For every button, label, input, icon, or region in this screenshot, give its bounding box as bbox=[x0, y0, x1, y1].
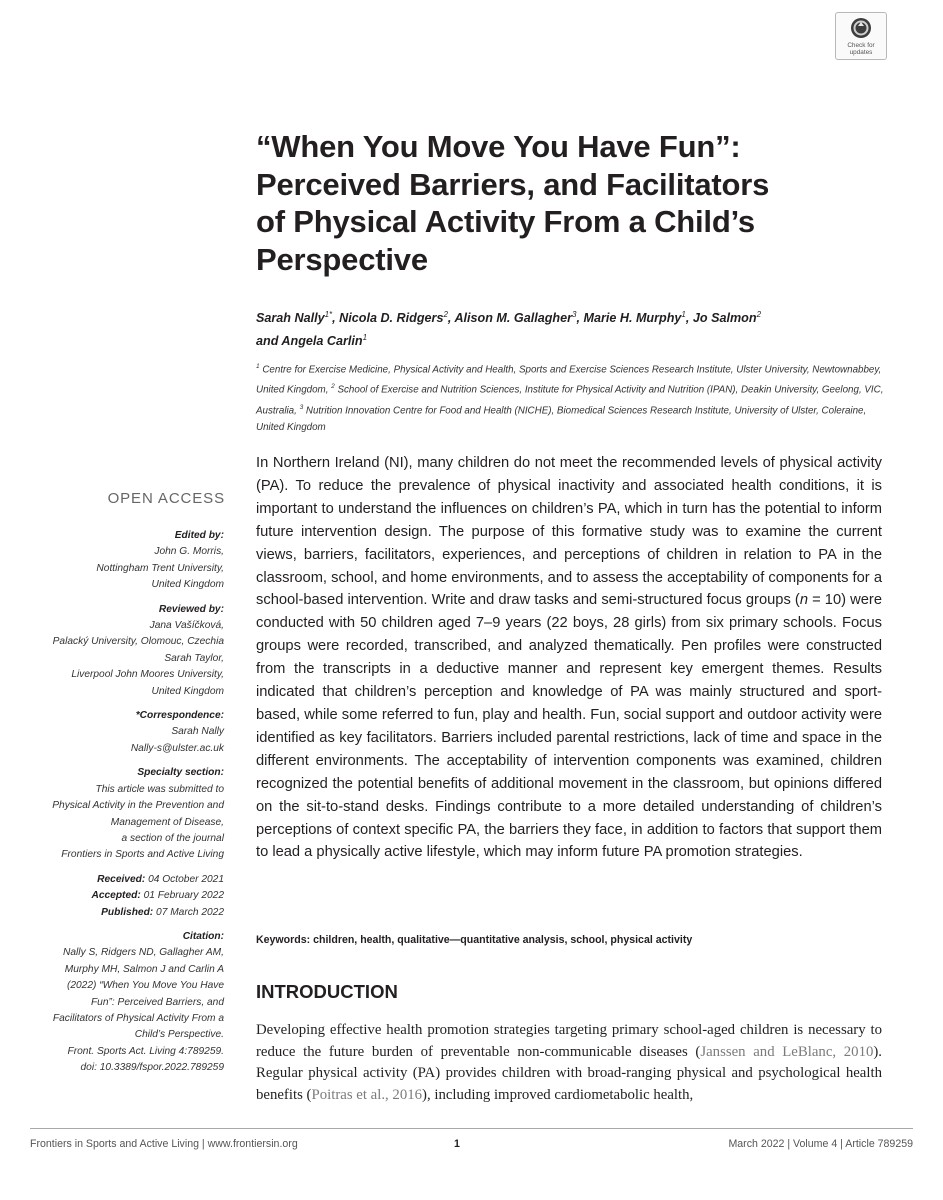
badge-line-1: Check for bbox=[847, 42, 875, 49]
reviewed-by-block bbox=[20, 602, 224, 700]
date-label: Published: bbox=[101, 906, 154, 918]
sidebar-line: Jana Vašíčková, bbox=[149, 620, 224, 632]
abstract-text: = 10) were conducted with 50 children aged 7–9 years (22 boys, 28 girls) from six primary schools. Focus groups were recorded, transcribed, and analyzed thematically. Pen profiles were constructed from the transcripts in a deductive manner and represent key emergent themes. Results indicated that children’s perception and knowledge of PA was mainly structured and sport-based, while some referred to fun, play and health. Fun, social support and outdoor activity were identified as key facilitators. Barriers included parental restrictions, lack of time and space in the different environments. The acceptability of intervention components was examined, children recognized the potential benefits of additional movement in the classroom, but opinions differed on the sit-to-stand desks. Findings contribute to a more detailed understanding of children’s perceptions of context specific PA, the barriers they face, in addition to factors that support them to lead a physically active lifestyle, which may inform future PA promotion strategies. bbox=[256, 592, 882, 861]
introduction-paragraph bbox=[256, 1020, 882, 1107]
received-date bbox=[20, 872, 224, 888]
open-access-label: OPEN ACCESS bbox=[107, 490, 225, 507]
title-line: Perspective bbox=[256, 241, 428, 277]
sidebar-line: United Kingdom bbox=[151, 685, 224, 697]
abstract-text: In Northern Ireland (NI), many children do not meet the recommended levels of physical activity (PA). To reduce the prevalence of physical inactivity and associated health conditions, it is important to understand the influences on children’s PA, which in turn has the potential to inform future intervention design. The purpose of this formative study was to examine the current views, barriers, facilitators, experiences, and perceptions of children in relation to PA in the classroom, school, and home environments, and to assess the acceptability of components for a school-based intervention. Write and draw tasks and semi-structured focus groups ( bbox=[256, 455, 882, 609]
author-name[interactable]: Sarah Nally bbox=[256, 311, 325, 326]
affiliation: Nutrition Innovation Centre for Food and Health (NICHE), Biomedical Sciences Research Institute, University of Ulster, Coleraine, United Kingdom bbox=[256, 405, 867, 434]
author-name[interactable]: Jo Salmon bbox=[692, 311, 757, 326]
correspondence-block bbox=[20, 708, 224, 757]
author-affil-marker: 1 bbox=[681, 310, 686, 319]
affil-marker: 1 bbox=[256, 363, 260, 370]
citation-block bbox=[20, 929, 224, 1077]
sidebar-line: Palacký University, Olomouc, Czechia bbox=[52, 636, 224, 648]
published-date bbox=[20, 905, 224, 921]
article-title bbox=[256, 128, 896, 278]
title-line: “When You Move You Have Fun”: bbox=[256, 129, 741, 164]
accepted-date bbox=[20, 888, 224, 904]
article-info-sidebar bbox=[20, 528, 224, 1085]
date-value: 04 October 2021 bbox=[145, 873, 224, 885]
sidebar-line: Fun”: Perceived Barriers, and bbox=[90, 996, 224, 1008]
sidebar-line: United Kingdom bbox=[151, 579, 224, 591]
reviewed-by-heading: Reviewed by: bbox=[158, 603, 224, 615]
sidebar-line: a section of the journal bbox=[121, 832, 224, 844]
sidebar-line: Nally S, Ridgers ND, Gallagher AM, bbox=[63, 947, 224, 959]
author-affil-marker: 1* bbox=[324, 310, 333, 319]
footer-journal[interactable]: Frontiers in Sports and Active Living | www.frontiersin.org bbox=[30, 1138, 298, 1150]
date-label: Received: bbox=[97, 873, 146, 885]
affiliation: Centre for Exercise Medicine, Physical Activity and Health, Sports and Exercise Sciences Research Institute, Ulster University, Newtownabbey, United Kingdom, bbox=[256, 364, 882, 396]
keywords: Keywords: children, health, qualitative—quantitative analysis, school, physical activity bbox=[256, 934, 693, 946]
abstract bbox=[256, 452, 882, 864]
author-separator: , bbox=[447, 311, 455, 326]
author-name[interactable]: Alison M. Gallagher bbox=[454, 311, 572, 326]
sidebar-line: Frontiers in Sports and Active Living bbox=[61, 849, 224, 861]
badge-line-2: updates bbox=[849, 49, 873, 56]
author-separator: , bbox=[576, 311, 584, 326]
correspondence-heading: *Correspondence: bbox=[135, 710, 224, 722]
author-list bbox=[256, 305, 906, 351]
correspondence-email[interactable]: Nally-s@ulster.ac.uk bbox=[130, 742, 224, 754]
specialty-heading: Specialty section: bbox=[137, 767, 224, 779]
date-label: Accepted: bbox=[91, 890, 141, 902]
footer-issue-info: March 2022 | Volume 4 | Article 789259 bbox=[728, 1138, 913, 1150]
section-heading-introduction: INTRODUCTION bbox=[256, 981, 398, 1002]
citation-heading: Citation: bbox=[182, 930, 224, 942]
author-affil-marker: 3 bbox=[572, 310, 577, 319]
sidebar-line: Front. Sports Act. Living 4:789259. bbox=[67, 1045, 224, 1057]
edited-by-heading: Edited by: bbox=[174, 530, 224, 541]
intro-text: ), including improved cardiometabolic health, bbox=[422, 1087, 694, 1104]
author-affil-marker: 2 bbox=[756, 310, 762, 319]
author-affil-marker: 1 bbox=[362, 333, 368, 343]
edited-by-block bbox=[20, 528, 224, 594]
intro-text: ). Regular physical activity (PA) provides children with broad-ranging physical and psychological health benefits ( bbox=[256, 1043, 883, 1104]
check-for-updates-badge[interactable] bbox=[835, 12, 887, 60]
sidebar-line: Murphy MH, Salmon J and Carlin A bbox=[64, 963, 224, 975]
dates-block bbox=[20, 872, 224, 921]
intro-text: Developing effective health promotion strategies targeting primary school-aged children is necessary to reduce the future burden of preventable non-communicable diseases ( bbox=[256, 1022, 882, 1060]
author-affil-marker: 2 bbox=[443, 310, 448, 319]
author-name[interactable]: Marie H. Murphy bbox=[583, 311, 682, 326]
author-separator: , bbox=[685, 311, 693, 326]
date-value: 07 March 2022 bbox=[153, 906, 224, 918]
affiliation: School of Exercise and Nutrition Sciences, Institute for Physical Activity and Nutrition (IPAN), Deakin University, Geelong, VIC, Australia, bbox=[256, 384, 884, 417]
affil-marker: 2 bbox=[331, 383, 335, 391]
sidebar-line: Facilitators of Physical Activity From a bbox=[52, 1012, 224, 1024]
check-updates-icon bbox=[850, 17, 872, 39]
sidebar-line: Nottingham Trent University, bbox=[96, 562, 224, 574]
citation-link[interactable]: Janssen and LeBlanc, 2010 bbox=[700, 1043, 874, 1060]
date-value: 01 February 2022 bbox=[140, 890, 224, 902]
sidebar-line: Liverpool John Moores University, bbox=[71, 669, 224, 681]
sidebar-line: John G. Morris, bbox=[154, 546, 224, 558]
page-number: 1 bbox=[454, 1138, 460, 1150]
author-name[interactable]: Nicola D. Ridgers bbox=[339, 311, 444, 326]
title-line: of Physical Activity From a Child’s bbox=[256, 204, 755, 239]
specialty-section-block bbox=[20, 765, 224, 863]
sidebar-line: Physical Activity in the Prevention and bbox=[52, 800, 224, 812]
citation-link[interactable]: Poitras et al., 2016 bbox=[311, 1087, 423, 1104]
author-separator: , bbox=[332, 311, 340, 326]
title-line: Perceived Barriers, and Facilitators bbox=[256, 166, 770, 202]
sidebar-line: (2022) “When You Move You Have bbox=[66, 980, 224, 992]
affil-marker: 3 bbox=[299, 403, 304, 411]
doi-link[interactable]: doi: 10.3389/fspor.2022.789259 bbox=[80, 1062, 224, 1074]
author-name[interactable]: and Angela Carlin bbox=[256, 334, 363, 349]
sidebar-line: Child’s Perspective. bbox=[134, 1029, 224, 1041]
sidebar-line: Sarah Taylor, bbox=[164, 652, 224, 664]
footer-divider bbox=[30, 1128, 913, 1129]
sidebar-line: Management of Disease, bbox=[110, 816, 224, 828]
abstract-n: n bbox=[799, 592, 808, 609]
sidebar-line: This article was submitted to bbox=[95, 783, 224, 795]
affiliations bbox=[256, 358, 896, 437]
sidebar-line: Sarah Nally bbox=[171, 726, 224, 738]
